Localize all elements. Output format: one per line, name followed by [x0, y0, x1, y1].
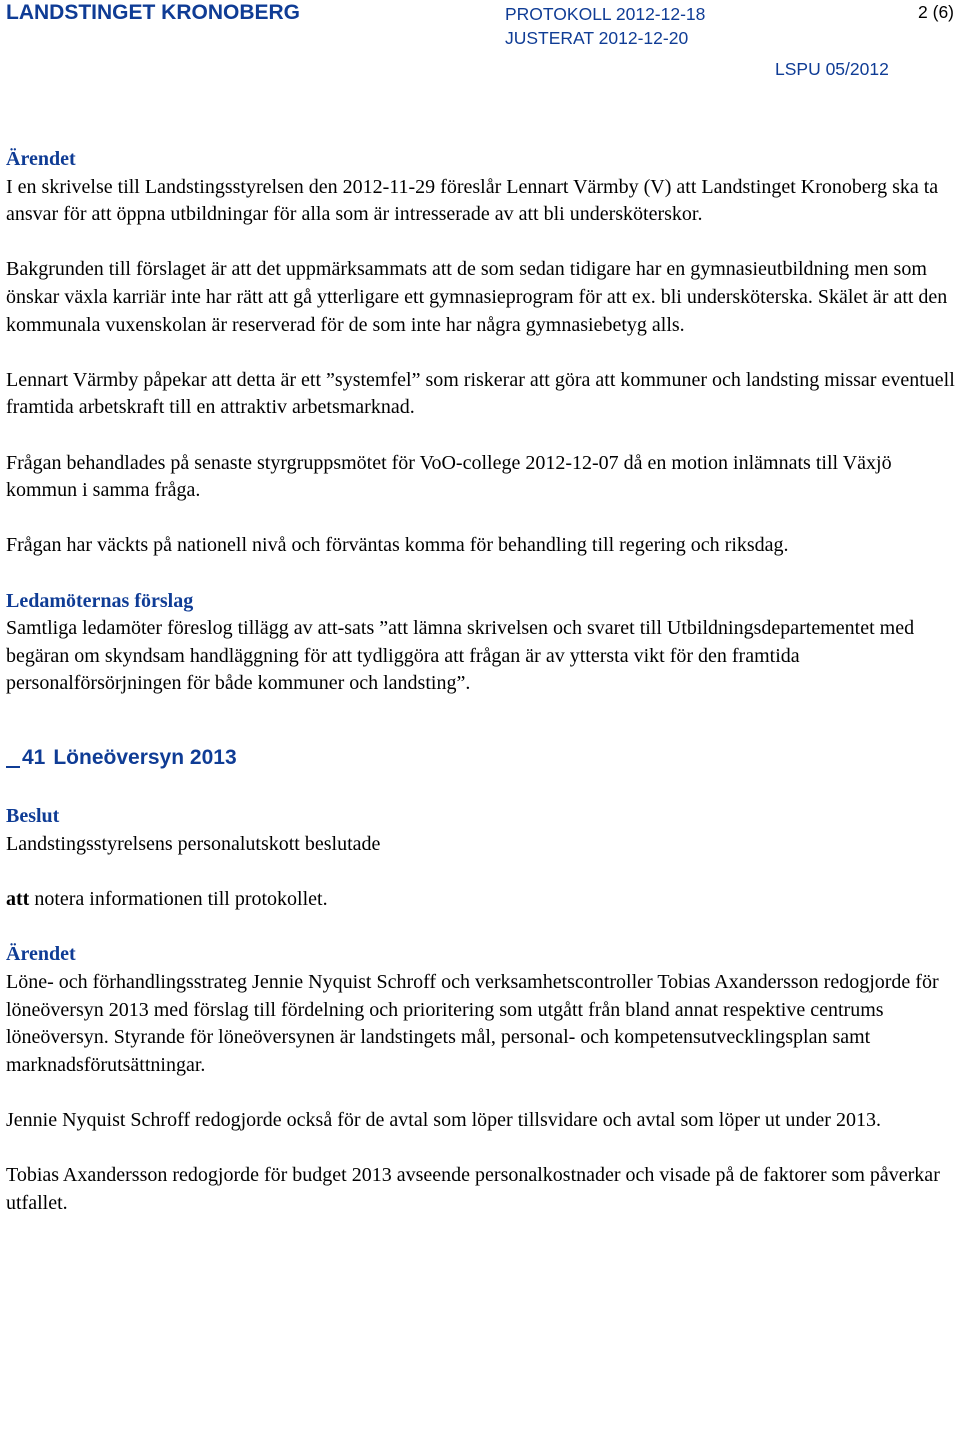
section-title-text: Löneöversyn 2013: [53, 746, 237, 770]
paragraph: Frågan behandlades på senaste styrgruppsmötet för VoO-college 2012-12-07 då en motion inlämnats till Växjö kommun i samma fråga.: [6, 451, 892, 502]
arendet-heading: Ärendet: [6, 148, 76, 170]
organization-name: LANDSTINGET KRONOBERG: [6, 1, 300, 24]
section-title: [6, 743, 956, 773]
section-number: 41: [22, 746, 46, 770]
arendet-heading: Ärendet: [6, 943, 76, 966]
section-marker-icon: [6, 763, 20, 768]
section-lspu: [6, 146, 956, 698]
paragraph: Jennie Nyquist Schroff redogjorde också för de avtal som löper tillsvidare och avtal som löper ut under 2013.: [6, 1109, 881, 1131]
protocol-date: PROTOKOLL 2012-12-18: [505, 4, 706, 24]
paragraph: Tobias Axandersson redogjorde för budget 2013 avseende personalkostnader och visade på de faktorer som påverkar utfallet.: [6, 1164, 940, 1214]
beslut-heading: Beslut: [6, 805, 60, 828]
page-number: 2 (6): [918, 2, 954, 22]
reference-number: LSPU 05/2012: [775, 59, 889, 79]
document-info: [505, 2, 889, 79]
ledamoter-heading: Ledamöternas förslag: [6, 589, 194, 612]
paragraph: Samtliga ledamöter föreslog tillägg av att-sats ”att lämna skrivelsen och svaret till Utbildningsdepartementet med begäran om skyndsam handläggning för att tydliggöra att frågan är av yttersta vikt för den framtida personalförsörjningen för både kommuner och landsting”.: [6, 617, 915, 695]
paragraph: Bakgrunden till förslaget är att det uppmärksammats att de som sedan tidigare har en gymnasieutbildning men som önskar växla karriär inte har rätt att gå ytterligare ett gymnasieprogram för att ex. bli undersköterska. Skälet är att den kommunala vuxenskolan är reserverad för de som inte har några gymnasiebetyg alls.: [6, 258, 948, 336]
adjusted-date: JUSTERAT 2012-12-20: [505, 28, 689, 48]
document-body: [6, 146, 956, 1245]
paragraph: Lennart Värmby påpekar att detta är ett ”systemfel” som riskerar att göra att kommuner och landsting missar eventuell framtida arbetskraft till en attraktiv arbetsmarknad.: [6, 368, 955, 419]
att-sats: [6, 886, 956, 914]
paragraph: Frågan har väckts på nationell nivå och förväntas komma för behandling till regering och riksdag.: [6, 534, 789, 557]
att-text: notera informationen till protokollet.: [29, 888, 328, 911]
beslut-text: Landstingsstyrelsens personalutskott beslutade: [6, 833, 381, 856]
section-loneoversyn: [6, 743, 956, 1217]
att-word: att: [6, 888, 30, 911]
paragraph: Löne- och förhandlingsstrateg Jennie Nyquist Schroff och verksamhetscontroller Tobias Axandersson redogjorde för löneöversyn 2013 med förslag till fördelning och prioritering som utgått från bland annat respektive centrums löneöversyn. Styrande för löneöversynen är landstingets mål, personal- och kompetensutvecklingsplan samt marknadsförutsättningar.: [6, 971, 939, 1076]
paragraph: I en skrivelse till Landstingsstyrelsen den 2012-11-29 föreslår Lennart Värmby (V) att Landstinget Kronoberg ska ta ansvar för att öppna utbildningar för alla som är intresserade av att bli undersköterskor.: [6, 175, 939, 226]
spacer: [6, 725, 956, 743]
page-header: [0, 0, 960, 80]
